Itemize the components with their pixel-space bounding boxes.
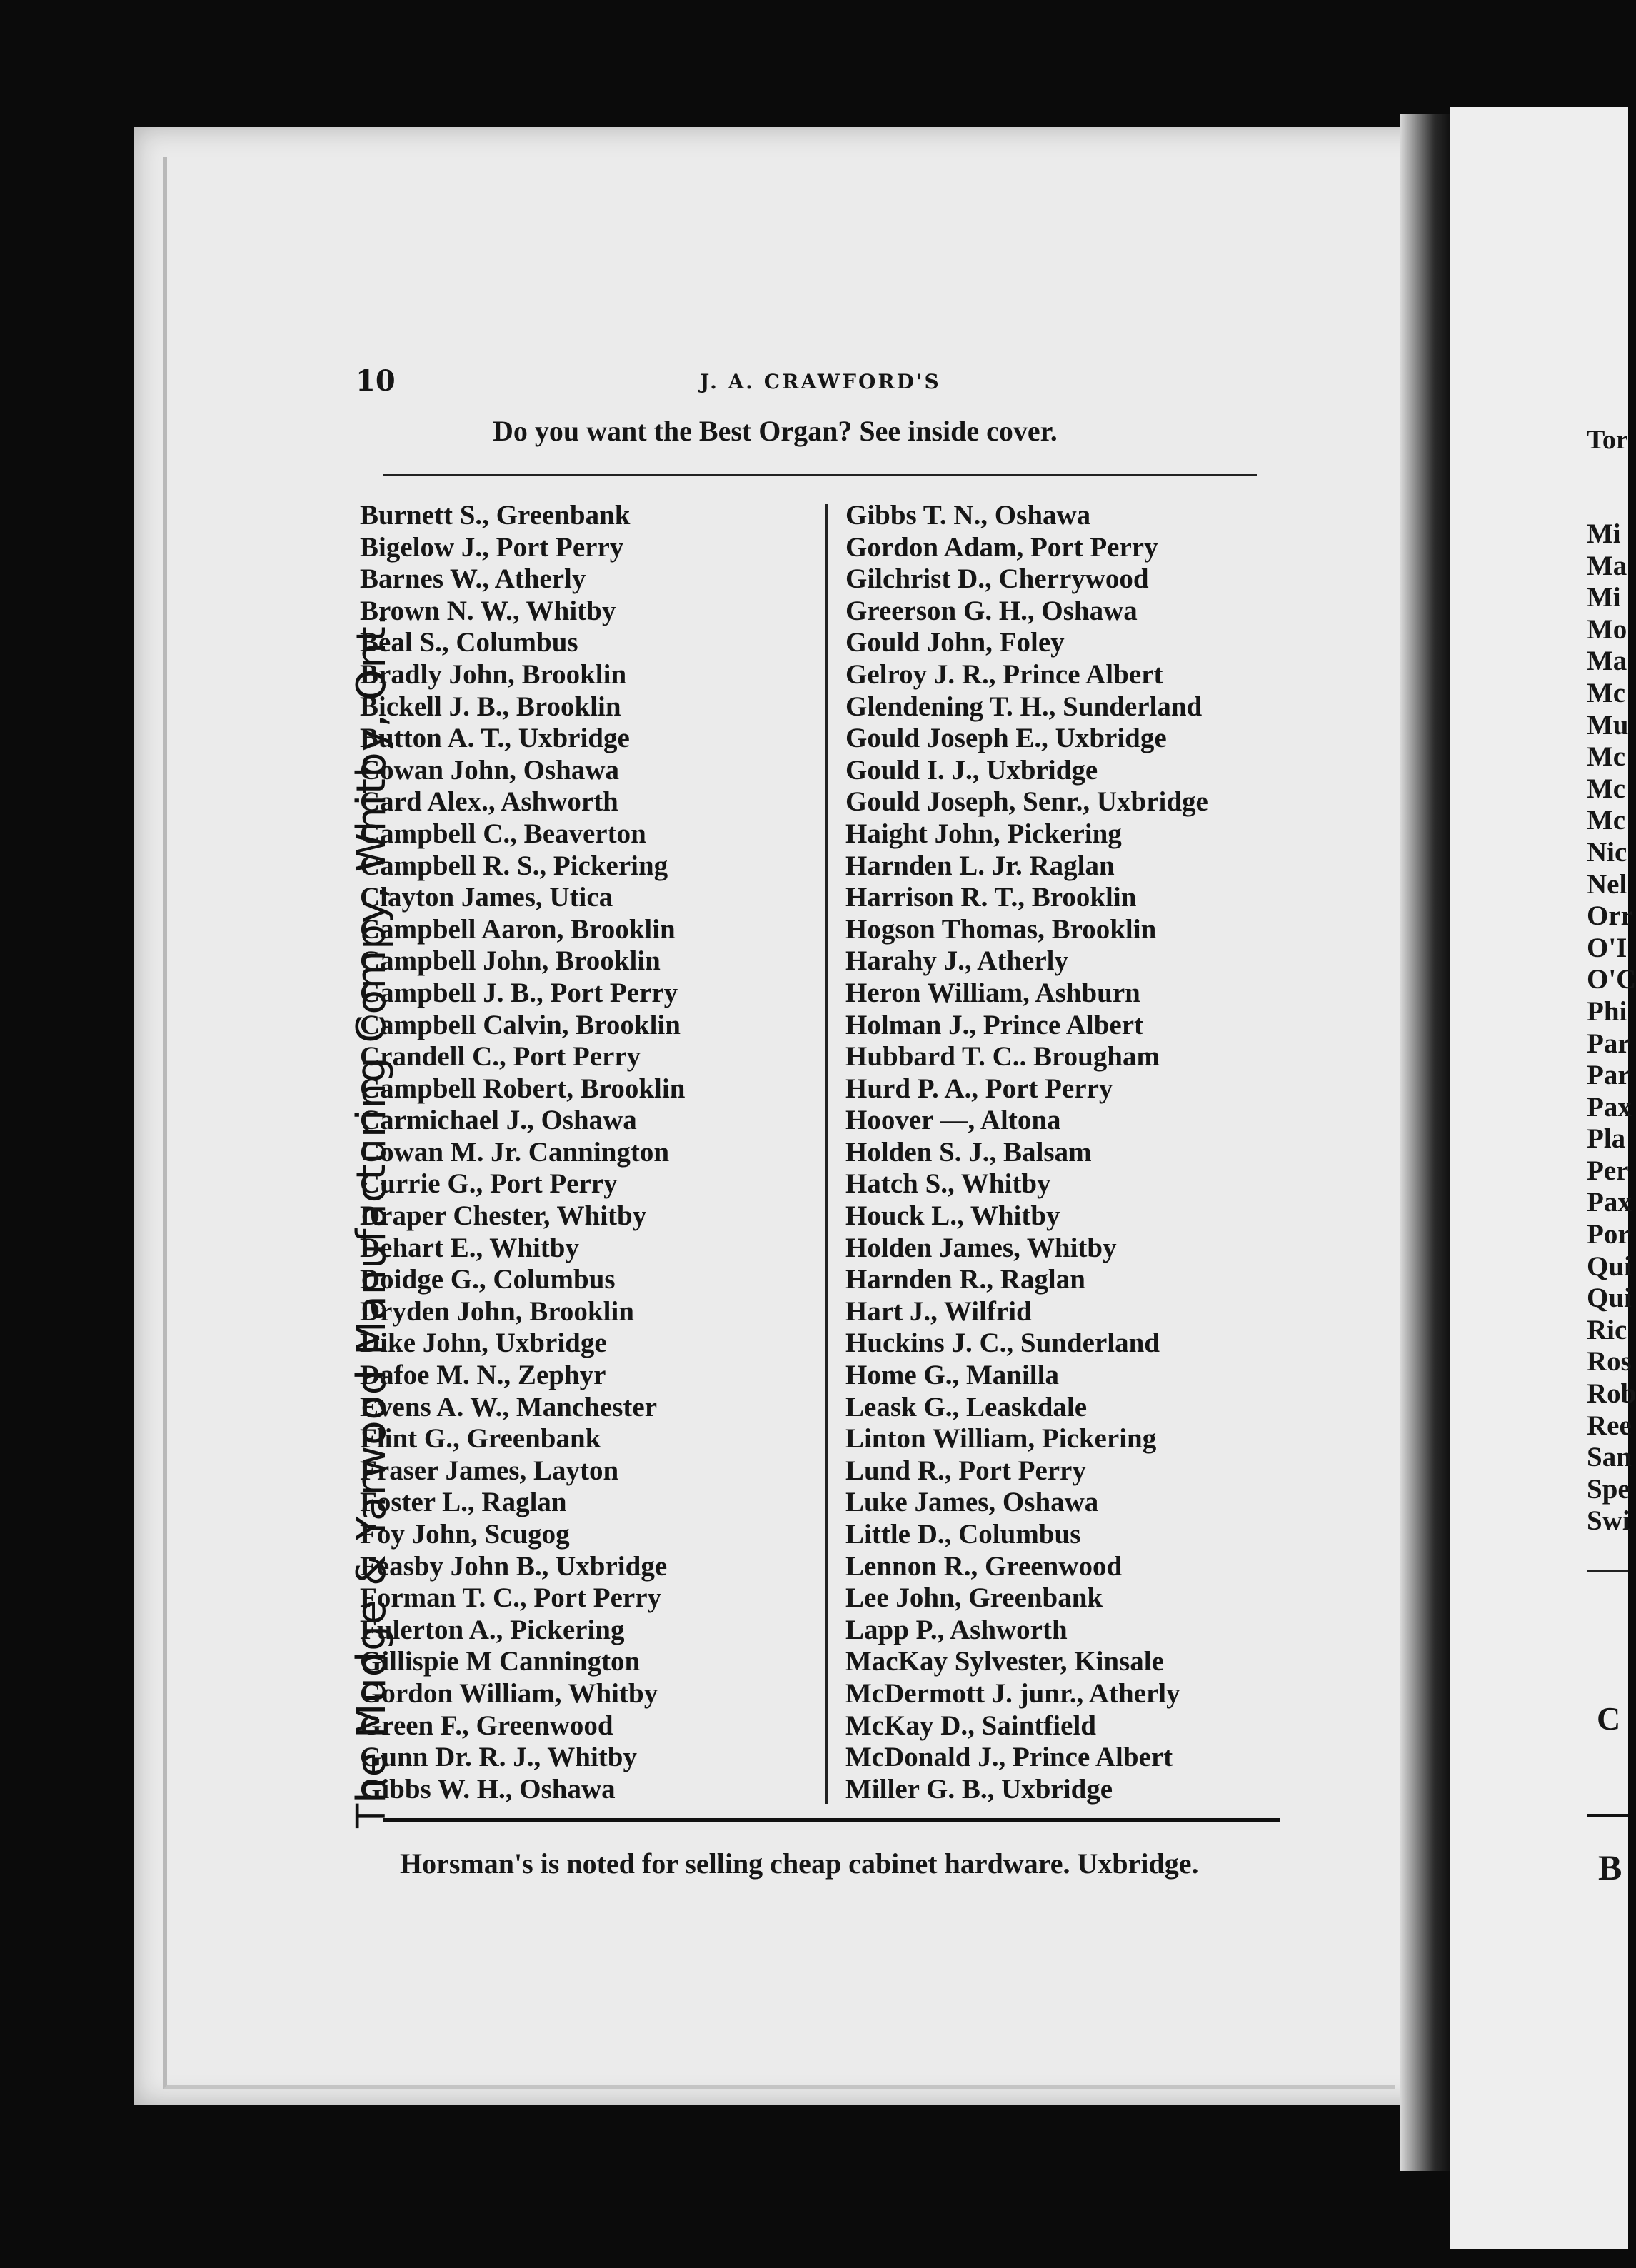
directory-entry: Pax: [1587, 1091, 1632, 1123]
directory-entry: Mu: [1587, 709, 1629, 741]
directory-entry: Cowan M. Jr. Cannington: [360, 1136, 670, 1168]
directory-entry: Mc: [1587, 773, 1626, 804]
directory-entry: Campbell John, Brooklin: [360, 945, 661, 977]
directory-entry: Ma: [1587, 646, 1627, 677]
directory-entry: San: [1587, 1442, 1632, 1473]
directory-entry: Campbell R. S., Pickering: [360, 850, 668, 881]
directory-entry: Orr: [1587, 900, 1633, 932]
directory-entry: Foster L., Raglan: [360, 1487, 567, 1518]
directory-entry: Lee John, Greenbank: [845, 1582, 1103, 1614]
directory-entry: Green F., Greenwood: [360, 1710, 613, 1741]
directory-entry: Ma: [1587, 550, 1627, 581]
directory-entry: Home G., Manilla: [845, 1360, 1059, 1391]
directory-entry: Mi: [1587, 518, 1621, 549]
directory-entry: Burnett S., Greenbank: [360, 500, 631, 531]
directory-entry: Doidge G., Columbus: [360, 1264, 616, 1295]
directory-entry: Bigelow J., Port Perry: [360, 531, 624, 563]
directory-entry: Button A. T., Uxbridge: [360, 723, 630, 754]
directory-entry: Harrison R. T., Brooklin: [845, 882, 1137, 913]
directory-entry: Campbell J. B., Port Perry: [360, 977, 678, 1008]
facing-page-column: [1587, 518, 1636, 1537]
directory-entry: Mc: [1587, 741, 1626, 773]
directory-entry: Gelroy J. R., Prince Albert: [845, 658, 1163, 690]
directory-entry: Campbell Robert, Brooklin: [360, 1073, 686, 1104]
facing-page-rule: [1587, 1570, 1628, 1572]
facing-page-header: Tor: [1587, 425, 1628, 455]
directory-entry: Bradly John, Brooklin: [360, 658, 627, 690]
facing-page-letter: C: [1597, 1700, 1621, 1737]
directory-entry: Campbell Calvin, Brooklin: [360, 1009, 681, 1040]
directory-entry: Gilchrist D., Cherrywood: [845, 563, 1149, 595]
directory-entry: Evens A. W., Manchester: [360, 1391, 658, 1422]
bottom-advertisement: Horsman's is noted for selling cheap cabinet hardware. Uxbridge.: [400, 1847, 1199, 1880]
directory-entry: Gould Joseph E., Uxbridge: [845, 723, 1167, 754]
directory-entry: Par: [1587, 1028, 1630, 1059]
directory-entry: Qui: [1587, 1283, 1632, 1314]
directory-entry: Hatch S., Whitby: [845, 1168, 1051, 1200]
directory-entry: O'C: [1587, 964, 1636, 995]
directory-entry: Dafoe M. N., Zephyr: [360, 1360, 606, 1391]
directory-column-right: [845, 500, 1303, 1805]
directory-entry: Draper Chester, Whitby: [360, 1200, 647, 1232]
directory-column-left: [360, 500, 788, 1805]
directory-entry: Nel: [1587, 868, 1627, 900]
directory-entry: Holden James, Whitby: [845, 1232, 1117, 1263]
directory-entry: Clayton James, Utica: [360, 882, 613, 913]
directory-entry: Flint G., Greenbank: [360, 1423, 601, 1455]
directory-entry: Currie G., Port Perry: [360, 1168, 618, 1200]
directory-entry: Greerson G. H., Oshawa: [845, 595, 1138, 626]
facing-page-rule-bottom: [1587, 1814, 1628, 1817]
directory-entry: Mo: [1587, 613, 1627, 645]
directory-entry: Linton William, Pickering: [845, 1423, 1157, 1455]
directory-entry: Gordon William, Whitby: [360, 1677, 658, 1709]
directory-entry: Gunn Dr. R. J., Whitby: [360, 1742, 637, 1773]
directory-entry: Nic: [1587, 836, 1627, 868]
directory-entry: Holden S. J., Balsam: [845, 1136, 1092, 1168]
directory-entry: Brown N. W., Whitby: [360, 595, 616, 626]
directory-entry: Swi: [1587, 1505, 1630, 1537]
directory-entry: Por: [1587, 1219, 1630, 1250]
directory-entry: Phi: [1587, 995, 1627, 1027]
directory-entry: Hoover —, Altona: [845, 1105, 1061, 1136]
directory-entry: Ree: [1587, 1410, 1632, 1441]
directory-entry: Gibbs T. N., Oshawa: [845, 500, 1091, 531]
directory-entry: Cowan John, Oshawa: [360, 754, 620, 786]
directory-entry: Gillispie M Cannington: [360, 1646, 641, 1677]
page-number: 10: [356, 364, 396, 398]
directory-entry: McDonald J., Prince Albert: [845, 1742, 1173, 1773]
directory-entry: McDermott J. junr., Atherly: [845, 1677, 1180, 1709]
directory-entry: Leask G., Leaskdale: [845, 1391, 1088, 1422]
directory-entry: O'I: [1587, 932, 1627, 963]
column-divider: [825, 504, 828, 1804]
facing-page-letter-bottom: B: [1598, 1847, 1622, 1887]
directory-entry: Rob: [1587, 1378, 1636, 1410]
directory-entry: Hurd P. A., Port Perry: [845, 1073, 1113, 1104]
directory-entry: Forman T. C., Port Perry: [360, 1582, 662, 1614]
directory-entry: Fraser James, Layton: [360, 1455, 619, 1486]
directory-entry: MacKay Sylvester, Kinsale: [845, 1646, 1164, 1677]
directory-entry: Luke James, Oshawa: [845, 1487, 1099, 1518]
directory-entry: Mc: [1587, 805, 1626, 836]
directory-entry: Lennon R., Greenwood: [845, 1550, 1123, 1582]
directory-entry: Campbell Aaron, Brooklin: [360, 913, 676, 945]
directory-entry: Per: [1587, 1155, 1629, 1186]
directory-entry: Hubbard T. C.. Brougham: [845, 1041, 1160, 1073]
directory-entry: Harahy J., Atherly: [845, 945, 1068, 977]
directory-entry: Dehart E., Whitby: [360, 1232, 579, 1263]
directory-entry: Glendening T. H., Sunderland: [845, 691, 1203, 722]
directory-entry: Carmichael J., Oshawa: [360, 1105, 637, 1136]
directory-entry: Gould John, Foley: [845, 627, 1065, 658]
top-rule: [383, 474, 1257, 476]
directory-entry: Lund R., Port Perry: [845, 1455, 1086, 1486]
directory-entry: Ric: [1587, 1314, 1627, 1345]
top-advertisement: Do you want the Best Organ? See inside cover.: [493, 415, 1058, 447]
directory-entry: Hogson Thomas, Brooklin: [845, 913, 1157, 945]
directory-entry: Huckins J. C., Sunderland: [845, 1328, 1160, 1359]
directory-entry: Gibbs W. H., Oshawa: [360, 1773, 616, 1805]
directory-entry: Crandell C., Port Perry: [360, 1041, 641, 1073]
directory-entry: Pla: [1587, 1123, 1626, 1155]
directory-entry: Houck L., Whitby: [845, 1200, 1060, 1232]
directory-entry: Campbell C., Beaverton: [360, 818, 646, 849]
directory-entry: Ros: [1587, 1346, 1632, 1378]
directory-entry: Bickell J. B., Brooklin: [360, 691, 621, 722]
directory-entry: Feasby John B., Uxbridge: [360, 1550, 668, 1582]
directory-entry: Hart J., Wilfrid: [845, 1295, 1032, 1327]
directory-entry: Harnden R., Raglan: [845, 1264, 1085, 1295]
directory-entry: Haight John, Pickering: [845, 818, 1122, 849]
directory-entry: Heron William, Ashburn: [845, 977, 1140, 1008]
directory-entry: Foy John, Scugog: [360, 1519, 570, 1550]
directory-entry: Dryden John, Brooklin: [360, 1295, 634, 1327]
side-advertisement: The Mudge & Yarwood Manufacturing Compy, Whitby, Ont.: [348, 612, 395, 1828]
book-gutter: [1400, 114, 1450, 2171]
directory-entry: Fulerton A., Pickering: [360, 1614, 625, 1645]
directory-entry: Mi: [1587, 582, 1621, 613]
directory-entry: Lapp P., Ashworth: [845, 1614, 1068, 1645]
directory-entry: Gould I. J., Uxbridge: [845, 754, 1098, 786]
directory-entry: Qui: [1587, 1250, 1632, 1282]
directory-entry: Pax: [1587, 1187, 1632, 1218]
directory-entry: Par: [1587, 1060, 1630, 1091]
directory-entry: Barnes W., Atherly: [360, 563, 586, 595]
directory-entry: Mc: [1587, 677, 1626, 708]
directory-entry: Holman J., Prince Albert: [845, 1009, 1144, 1040]
directory-entry: Harnden L. Jr. Raglan: [845, 850, 1115, 881]
running-title: J. A. CRAWFORD'S: [700, 370, 941, 393]
directory-entry: Gould Joseph, Senr., Uxbridge: [845, 786, 1208, 818]
directory-entry: Dike John, Uxbridge: [360, 1328, 607, 1359]
bottom-rule: [383, 1818, 1280, 1822]
directory-entry: Gordon Adam, Port Perry: [845, 531, 1158, 563]
directory-entry: Beal S., Columbus: [360, 627, 578, 658]
directory-entry: Card Alex., Ashworth: [360, 786, 618, 818]
directory-entry: McKay D., Saintfield: [845, 1710, 1096, 1741]
directory-entry: Little D., Columbus: [845, 1519, 1081, 1550]
directory-entry: Spe: [1587, 1473, 1630, 1505]
directory-entry: Miller G. B., Uxbridge: [845, 1773, 1113, 1805]
